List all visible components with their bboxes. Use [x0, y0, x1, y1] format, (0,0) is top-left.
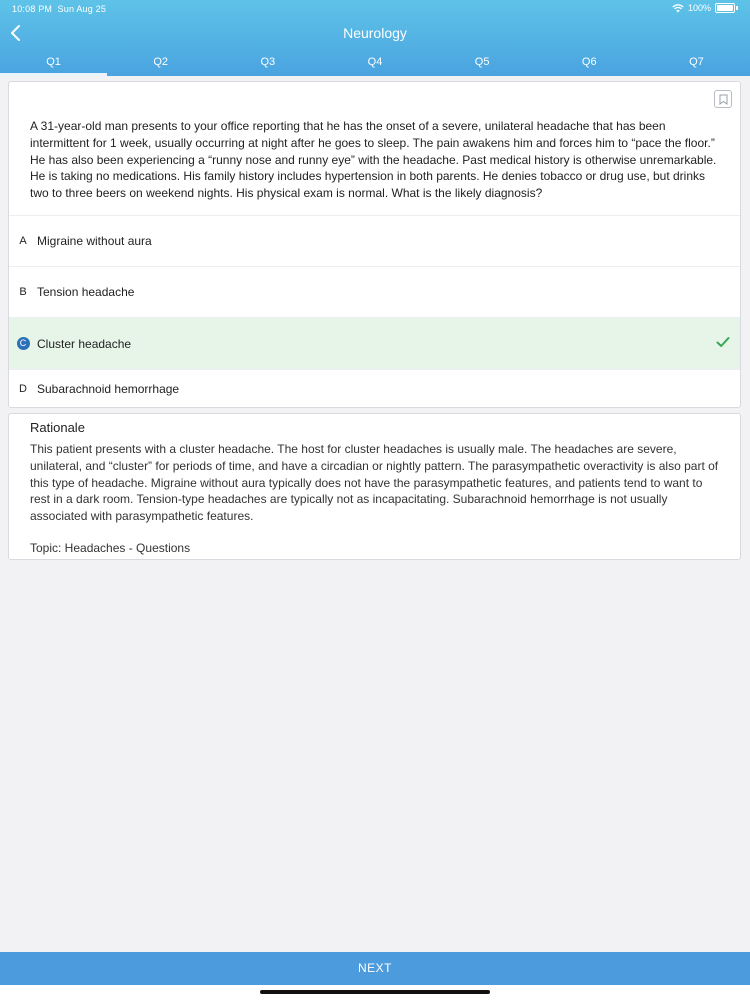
rationale-text: This patient presents with a cluster headache. The host for cluster headaches is usually male. The headaches are severe, unilateral, and “cluster” for periods of time, and have a circadian or nightly pattern. The parasympathetic overactivity is also part of this type of headache. Migraine without aura typically does not have the parasympathetic features, and patients tend to want to rest in a dark room. Tension-type headaches are typically not as incapacitating. Subarachnoid hemorrhage is not usually associated with parasympathetic features.	[30, 442, 719, 524]
choice-c[interactable]	[9, 317, 740, 369]
tab-q5[interactable]: Q5	[474, 56, 490, 68]
tab-q3[interactable]: Q3	[260, 56, 276, 68]
bookmark-button[interactable]	[714, 90, 732, 108]
choice-d[interactable]	[9, 369, 740, 408]
choice-letter: A	[19, 235, 27, 247]
question-stem: A 31-year-old man presents to your office reporting that he has the onset of a severe, unilateral headache that has been intermittent for 1 week, usually occurring at night after he goes to sleep. The pain awakens him and forces him to “pace the floor.” He has also been experiencing a “runny nose and runny eye” with the headache. Past medical history is otherwise unremarkable. He is taking no medications. His family history includes hypertension in both parents. He denies tobacco or drug use, but drinks two to three beers on weekend nights. His physical exam is normal. What is the likely diagnosis?	[30, 119, 717, 201]
selected-letter-badge: C	[17, 337, 30, 350]
choice-label: Migraine without aura	[37, 234, 152, 248]
next-button[interactable]: NEXT	[0, 952, 750, 985]
battery-tip	[736, 6, 738, 10]
choice-letter: D	[19, 383, 27, 395]
battery-percent: 100%	[687, 3, 711, 13]
battery-icon	[715, 3, 735, 13]
choice-label: Tension headache	[37, 285, 135, 299]
tab-q1[interactable]: Q1	[0, 54, 107, 76]
rationale-card	[8, 413, 741, 560]
answer-choices	[9, 215, 740, 408]
checkmark-icon	[716, 336, 730, 348]
tab-q2[interactable]: Q2	[153, 56, 169, 68]
choice-label: Cluster headache	[37, 336, 132, 351]
choice-letter-selected	[9, 337, 37, 350]
app-header	[0, 0, 750, 76]
tab-q6[interactable]: Q6	[581, 56, 597, 68]
status-time: 10:08 PM Sun Aug 25	[12, 4, 107, 14]
tab-q7[interactable]: Q7	[689, 56, 704, 68]
wifi-icon	[672, 4, 684, 13]
rationale-title: Rationale	[30, 420, 85, 435]
question-card	[8, 81, 741, 408]
status-indicators	[672, 3, 738, 13]
choice-b[interactable]	[9, 266, 740, 317]
page-title: Neurology	[343, 25, 407, 41]
bookmark-icon	[719, 94, 728, 105]
choice-label: Subarachnoid hemorrhage	[37, 382, 180, 396]
question-tabs	[0, 54, 750, 76]
rationale-topic: Topic: Headaches - Questions	[30, 541, 191, 555]
home-indicator	[260, 990, 490, 994]
tab-q4[interactable]: Q4	[367, 56, 383, 68]
choice-a[interactable]	[9, 215, 740, 266]
choice-letter: B	[19, 286, 27, 298]
